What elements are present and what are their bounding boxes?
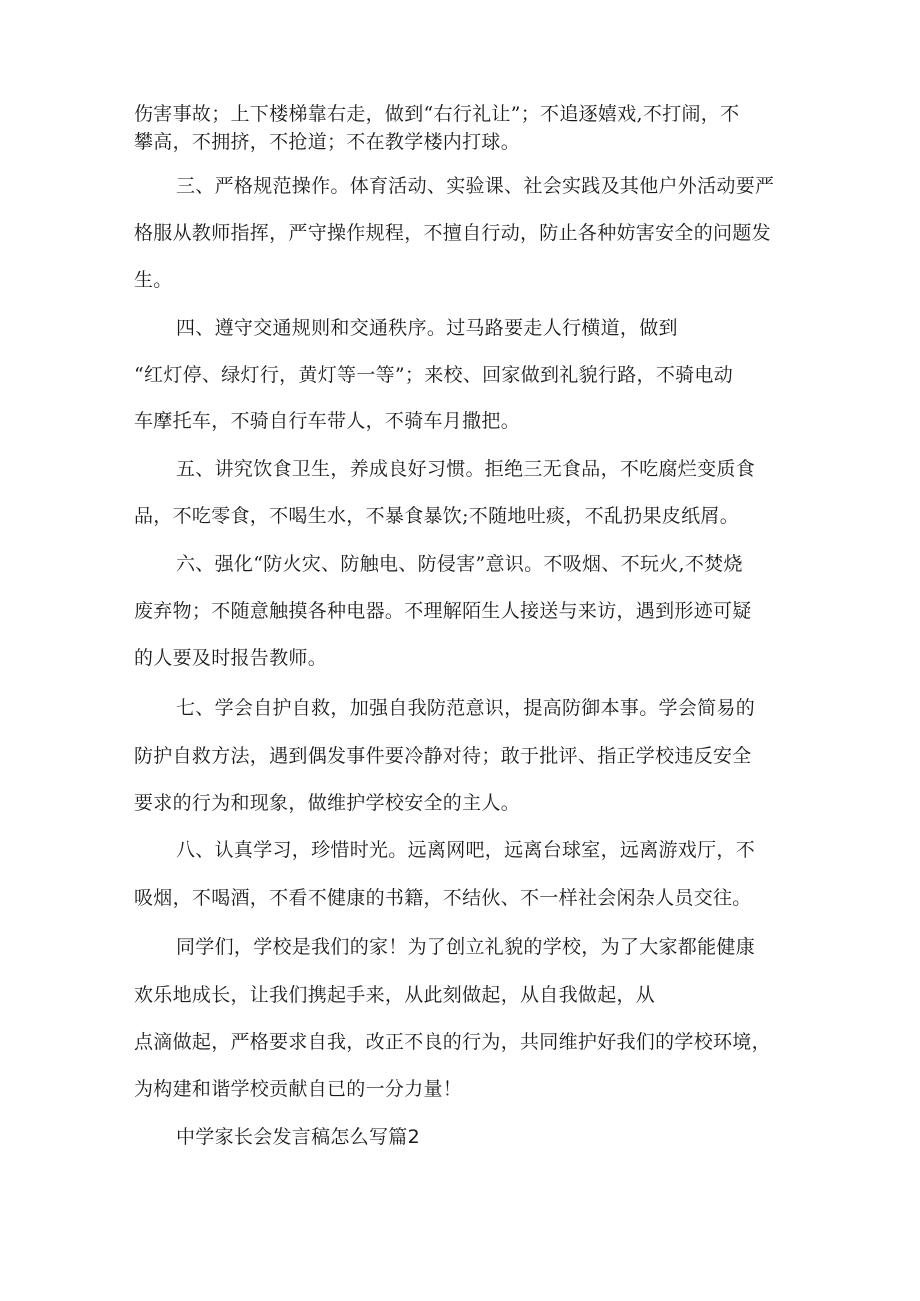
paragraph-line: “红灯停、绿灯行，黄灯等一等”；来校、回家做到礼貌行路，不骑电动 [134, 364, 734, 386]
paragraph-line: 七、学会自护自救，加强自我防范意识，提高防御本事。学会简易的 [176, 697, 756, 719]
paragraph-line: 防护自救方法，遇到偶发事件要冷静对待；敢于批评、指正学校违反安全 [134, 745, 752, 767]
paragraph-line: 点滴做起，严格要求自我，改正不良的行为，共同维护好我们的学校环境， [134, 1031, 771, 1053]
paragraph-line: 品，不吃零食，不喝生水，不暴食暴饮;不随地吐痰，不乱扔果皮纸屑。 [134, 505, 740, 527]
paragraph-line: 四、遵守交通规则和交通秩序。过马路要走人行横道，做到 [176, 317, 678, 339]
paragraph-line: 五、讲究饮食卫生，养成良好习惯。拒绝三无食品，不吃腐烂变质食 [176, 458, 756, 480]
paragraph-line: 三、严格规范操作。体育活动、实验课、社会实践及其他户外活动要严 [176, 175, 775, 197]
paragraph-line: 为构建和谐学校贡献自已的一分力量！ [134, 1078, 463, 1100]
paragraph-line: 同学们，学校是我们的家！为了创立礼貌的学校，为了大家都能健康 [176, 936, 756, 958]
paragraph-line: 吸烟，不喝酒，不看不健康的书籍，不结伙、不一样社会闲杂人员交往。 [134, 887, 752, 909]
paragraph-line: 欢乐地成长，让我们携起手来，从此刻做起，从自我做起，从 [134, 984, 656, 1006]
section-heading: 中学家长会发言稿怎么写篇2 [176, 1126, 420, 1148]
paragraph-line: 生。 [134, 269, 173, 291]
paragraph-line: 废弃物；不随意触摸各种电器。不理解陌生人接送与来访，遇到形迹可疑 [134, 600, 752, 622]
paragraph-line: 格服从教师指挥，严守操作规程，不擅自行动，防止各种妨害安全的问题发 [134, 222, 771, 244]
paragraph-line: 的人要及时报告教师。 [134, 647, 328, 669]
paragraph-line: 要求的行为和现象，做维护学校安全的主人。 [134, 792, 521, 814]
paragraph-line: 八、认真学习，珍惜时光。远离网吧，远离台球室，远离游戏厅，不 [176, 839, 756, 861]
paragraph-line: 伤害事故；上下楼梯靠右走，做到“右行礼让”；不追逐嬉戏,不打闹，不 [134, 103, 740, 125]
paragraph-line: 攀高，不拥挤，不抢道；不在教学楼内打球。 [134, 131, 521, 153]
paragraph-line: 六、强化“防火灾、防触电、防侵害”意识。不吸烟、不玩火,不焚烧 [176, 553, 743, 575]
paragraph-line: 车摩托车，不骑自行车带人，不骑车月撒把。 [134, 410, 521, 432]
